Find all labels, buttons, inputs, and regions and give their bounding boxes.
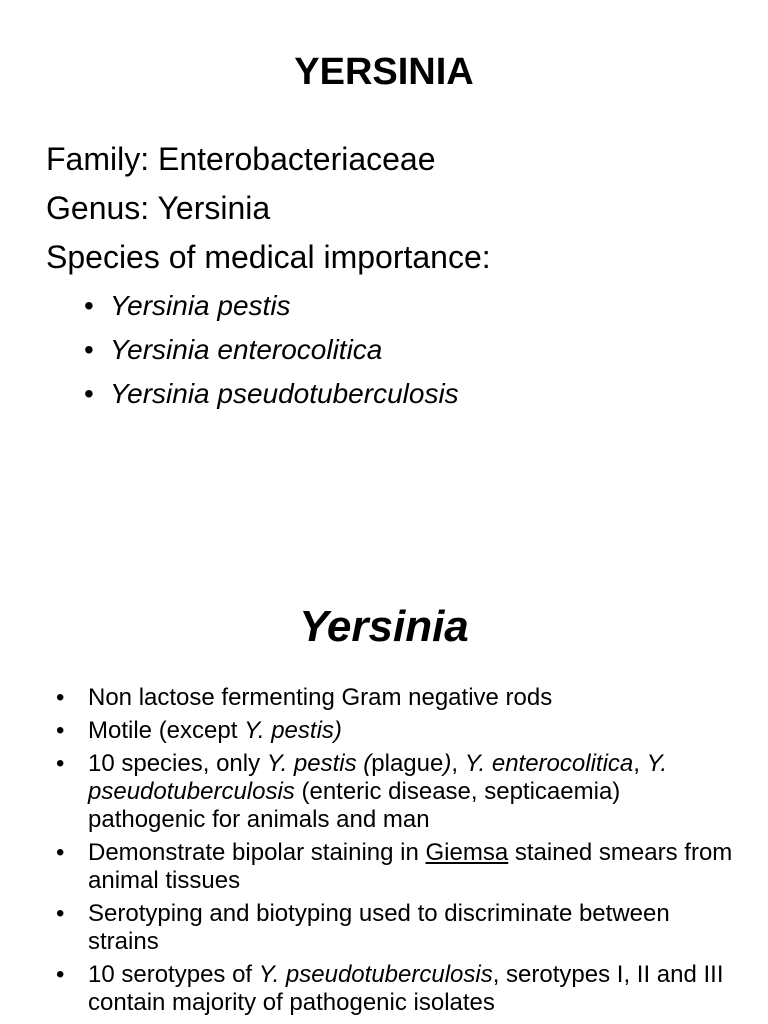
species-name: Y. pestis ( xyxy=(266,750,372,777)
species-name: Yersinia pseudotuberculosis xyxy=(110,378,459,409)
slide-yersinia-characteristics xyxy=(0,580,768,1024)
list-item xyxy=(56,839,736,895)
point-text: (enteric disease, septicaemia) pathogenic for animals and man xyxy=(88,778,621,833)
point-text: Demonstrate bipolar staining in xyxy=(88,839,426,866)
bullet-icon: • xyxy=(84,378,94,409)
list-item xyxy=(56,684,736,712)
characteristics-list xyxy=(56,684,736,1022)
species-name: Yersinia enterocolitica xyxy=(110,334,383,365)
point-text: stained smears from animal tissues xyxy=(88,839,733,894)
list-item xyxy=(84,328,459,372)
genus-line: Genus: Yersinia xyxy=(46,190,271,226)
bullet-icon: • xyxy=(56,839,65,866)
bullet-icon: • xyxy=(56,717,65,744)
point-text: plague xyxy=(371,750,444,777)
bullet-icon: • xyxy=(56,684,65,711)
slide-title: YERSINIA xyxy=(294,51,474,93)
bullet-icon: • xyxy=(56,900,65,927)
species-name: Y. pseudotuberculosis xyxy=(88,750,668,805)
point-text: 10 serotypes of xyxy=(88,961,259,988)
slide-title: Yersinia xyxy=(299,602,469,651)
list-item xyxy=(84,284,459,328)
list-item xyxy=(56,717,736,745)
point-text: Non lactose fermenting Gram negative rods xyxy=(88,684,553,711)
point-text: , serotypes I, II and III contain majority of pathogenic isolates xyxy=(88,961,724,1016)
point-text: Motile (except xyxy=(88,717,245,744)
point-text: Serotyping and biotyping used to discriminate between strains xyxy=(88,900,670,955)
point-text: , xyxy=(451,750,465,777)
species-name: Y. enterocolitica xyxy=(464,750,634,777)
bullet-icon: • xyxy=(84,334,94,365)
point-text: , xyxy=(633,750,647,777)
bullet-icon: • xyxy=(84,290,94,321)
family-line: Family: Enterobacteriaceae xyxy=(46,141,436,177)
list-item xyxy=(56,900,736,956)
bullet-icon: • xyxy=(56,750,65,777)
point-text: 10 species, only xyxy=(88,750,267,777)
species-name: Y. pseudotuberculosis xyxy=(258,961,493,988)
list-item xyxy=(56,961,736,1017)
species-list xyxy=(84,284,459,416)
list-item xyxy=(84,372,459,416)
bullet-icon: • xyxy=(56,961,65,988)
stain-name: Giemsa xyxy=(425,839,509,866)
point-text: ) xyxy=(443,750,452,777)
list-item xyxy=(56,750,736,834)
species-name: Yersinia pestis xyxy=(110,290,291,321)
species-name: Y. pestis) xyxy=(244,717,342,744)
species-heading: Species of medical importance: xyxy=(46,239,491,275)
